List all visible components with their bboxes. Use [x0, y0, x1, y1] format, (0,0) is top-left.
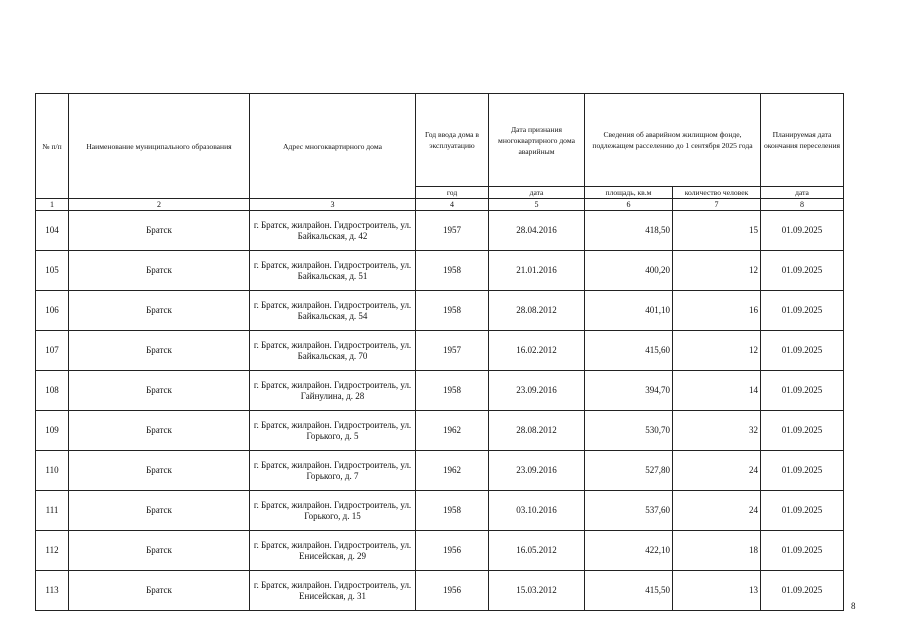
- recognition-date-cell: 28.08.2012: [489, 411, 585, 451]
- row-number: 104: [36, 211, 69, 251]
- header-emergency-info: Сведения об аварийном жилищном фонде, подлежащем расселению до 1 сентября 2025 года: [585, 94, 761, 187]
- area-cell: 418,50: [585, 211, 673, 251]
- municipality-cell: Братск: [69, 291, 250, 331]
- year-cell: 1958: [416, 371, 489, 411]
- row-number: 106: [36, 291, 69, 331]
- column-number: 8: [761, 199, 844, 211]
- people-cell: 15: [673, 211, 761, 251]
- address-cell: г. Братск, жилрайон. Гидростроитель, ул. Енисейская, д. 31: [250, 571, 416, 611]
- year-cell: 1956: [416, 571, 489, 611]
- subheader-date: дата: [489, 187, 585, 199]
- recognition-date-cell: 28.08.2012: [489, 291, 585, 331]
- recognition-date-cell: 23.09.2016: [489, 371, 585, 411]
- planned-date-cell: 01.09.2025: [761, 491, 844, 531]
- table-row: [36, 291, 844, 331]
- table-row: [36, 211, 844, 251]
- address-cell: г. Братск, жилрайон. Гидростроитель, ул. Гайнулина, д. 28: [250, 371, 416, 411]
- municipality-cell: Братск: [69, 571, 250, 611]
- municipality-cell: Братск: [69, 451, 250, 491]
- column-number: 4: [416, 199, 489, 211]
- row-number: 112: [36, 531, 69, 571]
- column-number: 2: [69, 199, 250, 211]
- column-number: 7: [673, 199, 761, 211]
- row-number: 107: [36, 331, 69, 371]
- area-cell: 415,60: [585, 331, 673, 371]
- header-number: № п/п: [36, 94, 69, 199]
- subheader-area: площадь, кв.м: [585, 187, 673, 199]
- people-cell: 12: [673, 251, 761, 291]
- subheader-year: год: [416, 187, 489, 199]
- row-number: 108: [36, 371, 69, 411]
- address-cell: г. Братск, жилрайон. Гидростроитель, ул. Байкальская, д. 54: [250, 291, 416, 331]
- area-cell: 401,10: [585, 291, 673, 331]
- recognition-date-cell: 28.04.2016: [489, 211, 585, 251]
- year-cell: 1958: [416, 291, 489, 331]
- subheader-planned-date: дата: [761, 187, 844, 199]
- table-row: [36, 491, 844, 531]
- row-number: 109: [36, 411, 69, 451]
- planned-date-cell: 01.09.2025: [761, 411, 844, 451]
- area-cell: 422,10: [585, 531, 673, 571]
- table-row: [36, 411, 844, 451]
- people-cell: 24: [673, 451, 761, 491]
- municipality-cell: Братск: [69, 251, 250, 291]
- year-cell: 1957: [416, 211, 489, 251]
- recognition-date-cell: 15.03.2012: [489, 571, 585, 611]
- people-cell: 16: [673, 291, 761, 331]
- municipality-cell: Братск: [69, 491, 250, 531]
- planned-date-cell: 01.09.2025: [761, 371, 844, 411]
- year-cell: 1956: [416, 531, 489, 571]
- area-cell: 537,60: [585, 491, 673, 531]
- header-address: Адрес многоквартирного дома: [250, 94, 416, 199]
- row-number: 110: [36, 451, 69, 491]
- recognition-date-cell: 16.05.2012: [489, 531, 585, 571]
- municipality-cell: Братск: [69, 331, 250, 371]
- recognition-date-cell: 03.10.2016: [489, 491, 585, 531]
- people-cell: 24: [673, 491, 761, 531]
- address-cell: г. Братск, жилрайон. Гидростроитель, ул. Байкальская, д. 51: [250, 251, 416, 291]
- planned-date-cell: 01.09.2025: [761, 331, 844, 371]
- resettlement-register-table: [35, 93, 844, 611]
- area-cell: 530,70: [585, 411, 673, 451]
- header-recognition-date: Дата признания многоквартирного дома аварийным: [489, 94, 585, 187]
- municipality-cell: Братск: [69, 531, 250, 571]
- planned-date-cell: 01.09.2025: [761, 531, 844, 571]
- year-cell: 1962: [416, 411, 489, 451]
- header-planned-date: Планируемая дата окончания переселения: [761, 94, 844, 187]
- subheader-people: количество человек: [673, 187, 761, 199]
- municipality-cell: Братск: [69, 211, 250, 251]
- people-cell: 12: [673, 331, 761, 371]
- address-cell: г. Братск, жилрайон. Гидростроитель, ул. Горького, д. 15: [250, 491, 416, 531]
- year-cell: 1957: [416, 331, 489, 371]
- area-cell: 400,20: [585, 251, 673, 291]
- municipality-cell: Братск: [69, 371, 250, 411]
- municipality-cell: Братск: [69, 411, 250, 451]
- table-row: [36, 571, 844, 611]
- recognition-date-cell: 16.02.2012: [489, 331, 585, 371]
- area-cell: 527,80: [585, 451, 673, 491]
- row-number: 111: [36, 491, 69, 531]
- people-cell: 32: [673, 411, 761, 451]
- column-number: 5: [489, 199, 585, 211]
- column-number: 1: [36, 199, 69, 211]
- row-number: 105: [36, 251, 69, 291]
- address-cell: г. Братск, жилрайон. Гидростроитель, ул. Енисейская, д. 29: [250, 531, 416, 571]
- table-row: [36, 331, 844, 371]
- planned-date-cell: 01.09.2025: [761, 451, 844, 491]
- planned-date-cell: 01.09.2025: [761, 211, 844, 251]
- area-cell: 415,50: [585, 571, 673, 611]
- column-number: 6: [585, 199, 673, 211]
- year-cell: 1958: [416, 491, 489, 531]
- header-year: Год ввода дома в эксплуатацию: [416, 94, 489, 187]
- year-cell: 1962: [416, 451, 489, 491]
- page-number: 8: [851, 601, 856, 611]
- planned-date-cell: 01.09.2025: [761, 251, 844, 291]
- recognition-date-cell: 21.01.2016: [489, 251, 585, 291]
- planned-date-cell: 01.09.2025: [761, 571, 844, 611]
- people-cell: 18: [673, 531, 761, 571]
- area-cell: 394,70: [585, 371, 673, 411]
- table-row: [36, 371, 844, 411]
- table-row: [36, 251, 844, 291]
- table-row: [36, 451, 844, 491]
- column-number: 3: [250, 199, 416, 211]
- address-cell: г. Братск, жилрайон. Гидростроитель, ул. Горького, д. 7: [250, 451, 416, 491]
- recognition-date-cell: 23.09.2016: [489, 451, 585, 491]
- address-cell: г. Братск, жилрайон. Гидростроитель, ул. Горького, д. 5: [250, 411, 416, 451]
- year-cell: 1958: [416, 251, 489, 291]
- people-cell: 14: [673, 371, 761, 411]
- table-row: [36, 531, 844, 571]
- row-number: 113: [36, 571, 69, 611]
- address-cell: г. Братск, жилрайон. Гидростроитель, ул. Байкальская, д. 70: [250, 331, 416, 371]
- header-municipality: Наименование муниципального образования: [69, 94, 250, 199]
- address-cell: г. Братск, жилрайон. Гидростроитель, ул. Байкальская, д. 42: [250, 211, 416, 251]
- people-cell: 13: [673, 571, 761, 611]
- planned-date-cell: 01.09.2025: [761, 291, 844, 331]
